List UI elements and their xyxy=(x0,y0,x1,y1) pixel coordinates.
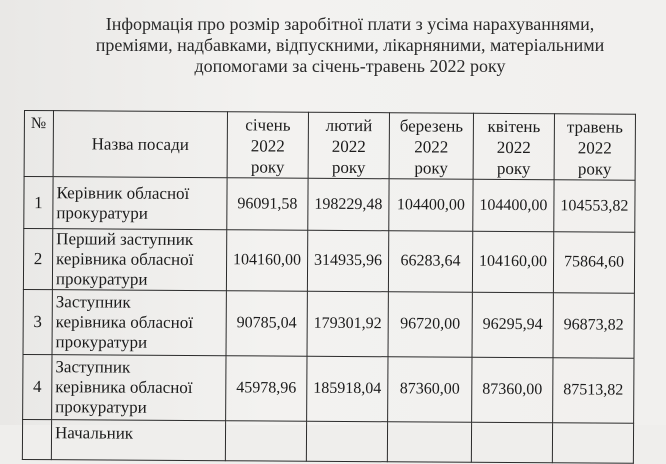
row-number xyxy=(22,419,51,459)
header-month-name: лютий xyxy=(325,115,373,136)
header-month-suffix: року xyxy=(331,157,366,178)
row-position-name xyxy=(52,229,226,291)
header-month-suffix: року xyxy=(496,158,531,179)
position-name-line: Заступник xyxy=(55,357,131,377)
header-month-january xyxy=(227,112,308,178)
header-month-suffix: року xyxy=(250,157,285,177)
salary-april: 96295,94 xyxy=(472,292,553,357)
header-number: № xyxy=(24,111,53,177)
header-position-name: Назва посади xyxy=(53,111,227,178)
header-month-april xyxy=(473,113,554,179)
salary-table xyxy=(22,110,636,464)
table-header-row xyxy=(24,111,635,181)
salary-april: 104400,00 xyxy=(473,179,554,231)
title-line-1: Інформація про розмір заробітної плати з усіма нарахуваннями, xyxy=(105,14,595,34)
document-title xyxy=(60,14,640,77)
row-number: 4 xyxy=(23,354,52,419)
header-month-may xyxy=(554,114,635,180)
header-month-name: березень xyxy=(399,116,464,136)
salary-january: 104160,00 xyxy=(226,230,307,291)
table-row xyxy=(23,354,634,423)
row-number: 1 xyxy=(24,177,53,229)
salary-march xyxy=(387,422,471,463)
table-row xyxy=(22,419,633,463)
salary-february xyxy=(306,421,387,461)
header-month-year: 2022 xyxy=(496,137,531,158)
position-name-line: керівника обласної xyxy=(56,249,194,270)
position-name-line: прокуратури xyxy=(55,332,148,352)
header-month-name: січень xyxy=(245,115,291,135)
position-name-line: Керівник обласної xyxy=(56,182,190,203)
salary-may: 87513,82 xyxy=(553,358,634,423)
position-name-line: прокуратури xyxy=(55,269,148,289)
salary-may: 75864,60 xyxy=(553,232,634,293)
title-line-3: допомогами за січень-травень 2022 року xyxy=(194,56,506,76)
header-month-march xyxy=(389,113,473,180)
salary-march: 87360,00 xyxy=(388,357,472,423)
row-position-name xyxy=(52,355,226,421)
row-position-name xyxy=(52,290,226,356)
salary-march: 104400,00 xyxy=(389,179,473,232)
salary-january: 45978,96 xyxy=(226,356,307,421)
position-name-line: прокуратури xyxy=(55,397,147,417)
salary-january: 90785,04 xyxy=(226,291,307,356)
salary-may: 104553,82 xyxy=(554,180,635,232)
position-name-line: керівника обласної xyxy=(55,312,194,333)
row-position-name xyxy=(53,177,227,230)
header-month-name: квітень xyxy=(487,116,541,137)
salary-april: 87360,00 xyxy=(472,357,553,422)
salary-april: 104160,00 xyxy=(472,231,553,292)
title-line-2: преміями, надбавками, відпускними, лікарняними, матеріальними xyxy=(95,35,605,55)
position-name-line: прокуратури xyxy=(56,202,148,223)
salary-april xyxy=(471,422,552,462)
salary-february: 198229,48 xyxy=(308,178,389,230)
header-month-year: 2022 xyxy=(250,136,285,156)
table-row xyxy=(23,229,634,294)
header-month-suffix: року xyxy=(414,158,448,178)
row-number: 2 xyxy=(23,229,52,290)
salary-january: 96091,58 xyxy=(227,178,308,230)
header-month-year: 2022 xyxy=(577,138,612,158)
salary-may xyxy=(552,423,633,463)
salary-may: 96873,82 xyxy=(553,293,634,358)
position-name-line: Начальник xyxy=(54,423,134,443)
table-row xyxy=(24,177,635,233)
header-month-year: 2022 xyxy=(414,137,449,157)
header-month-name: травень xyxy=(566,117,623,137)
salary-march: 66283,64 xyxy=(388,231,472,293)
header-month-suffix: року xyxy=(577,159,612,179)
header-month-february xyxy=(308,112,389,178)
salary-march: 96720,00 xyxy=(388,292,472,358)
header-month-year: 2022 xyxy=(331,136,366,157)
position-name-line: Перший заступник xyxy=(56,229,194,250)
position-name-line: керівника обласної xyxy=(55,377,193,398)
row-position-name xyxy=(51,420,225,461)
salary-february: 179301,92 xyxy=(307,291,388,356)
salary-february: 314935,96 xyxy=(307,230,388,291)
row-number: 3 xyxy=(23,289,52,354)
table-row xyxy=(23,289,634,358)
salary-january xyxy=(225,421,306,461)
salary-february: 185918,04 xyxy=(307,356,388,421)
position-name-line: Заступник xyxy=(55,292,131,312)
